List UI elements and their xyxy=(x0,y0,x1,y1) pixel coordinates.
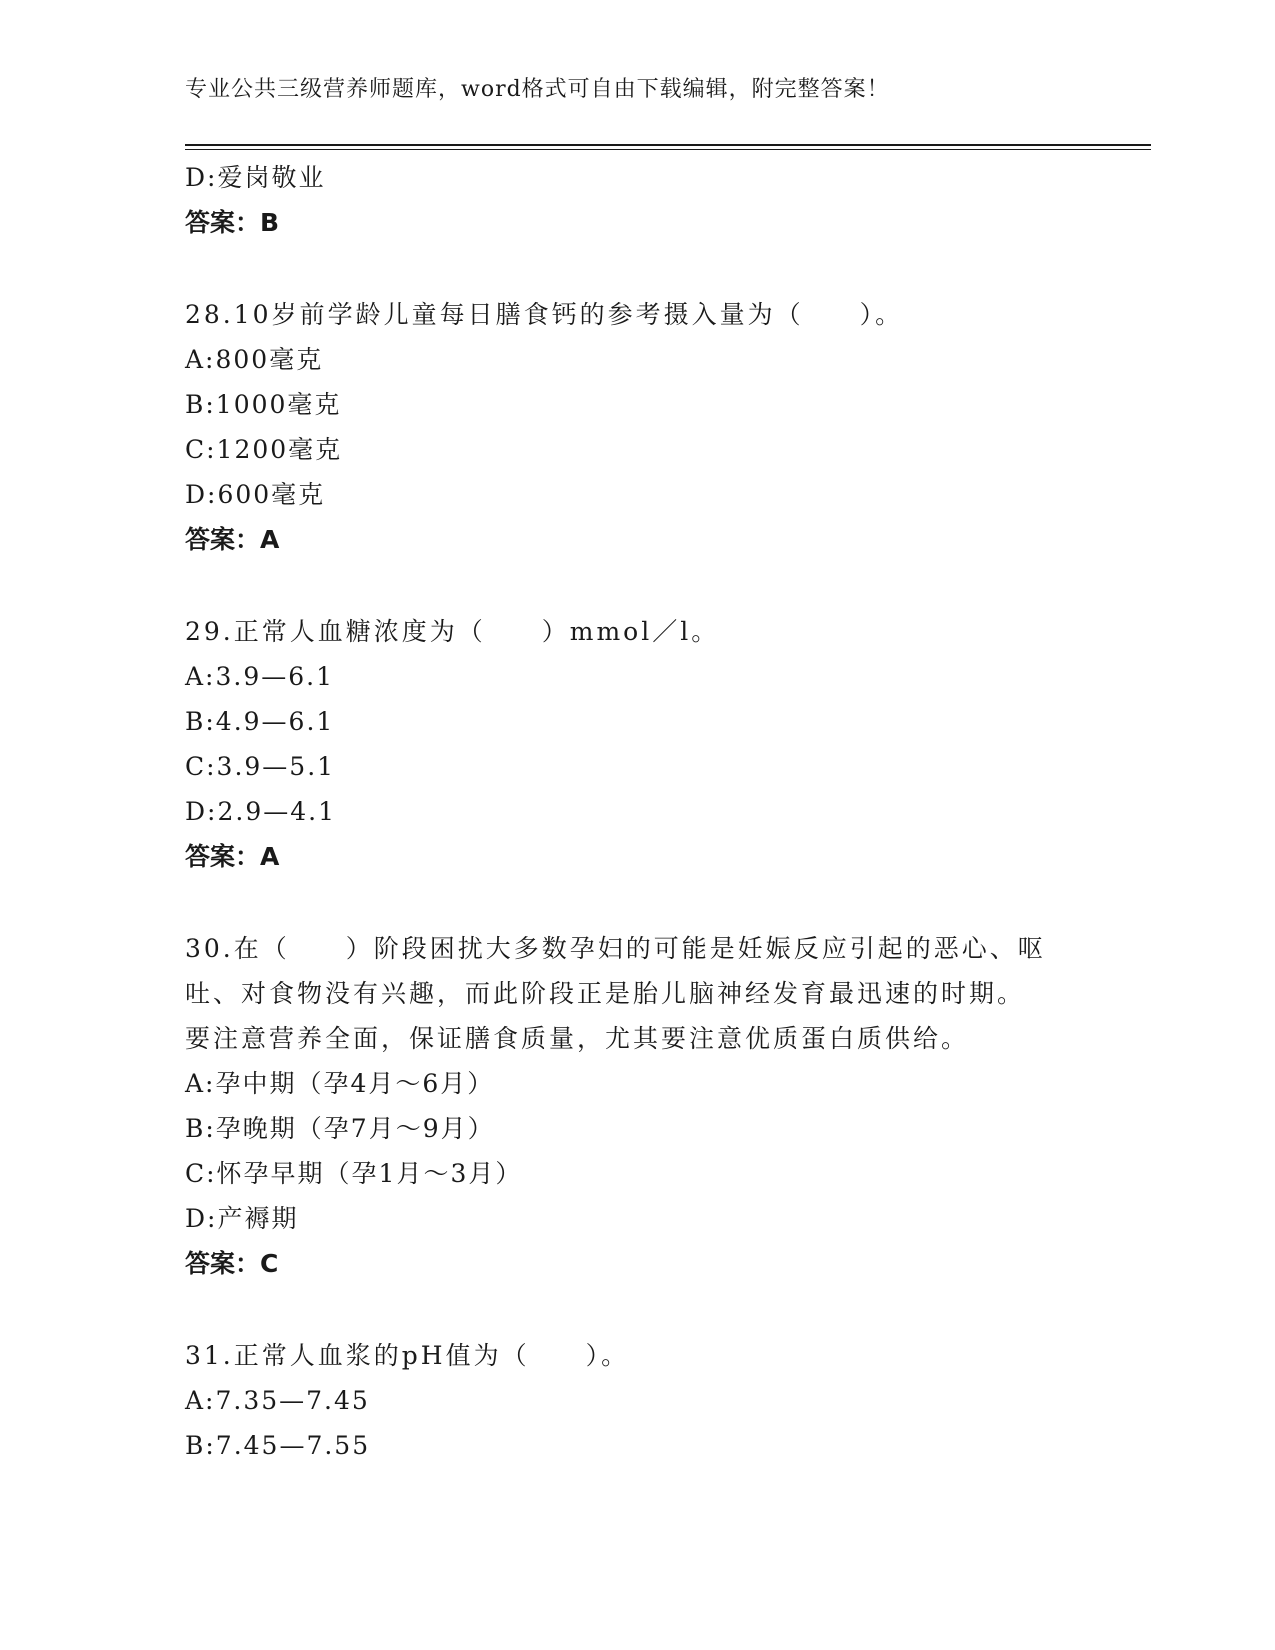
answer-line: 答案：A xyxy=(185,842,280,871)
question-stem: 29.正常人血糖浓度为（ ）mmol／l。 xyxy=(185,617,720,646)
question-stem: 31.正常人血浆的pH值为（ ）。 xyxy=(185,1341,630,1370)
question-stem: 吐、对食物没有兴趣，而此阶段正是胎儿脑神经发育最迅速的时期。 xyxy=(185,979,1026,1008)
answer-line: 答案：B xyxy=(185,208,280,237)
option-b: B:7.45—7.55 xyxy=(185,1431,371,1460)
header-divider xyxy=(185,144,1151,150)
question-block xyxy=(185,926,1085,1286)
spacer xyxy=(185,562,1085,609)
option-d: D:2.9—4.1 xyxy=(185,797,336,826)
question-stem: 要注意营养全面，保证膳食质量，尤其要注意优质蛋白质供给。 xyxy=(185,1024,970,1053)
question-stem: 30.在（ ）阶段困扰大多数孕妇的可能是妊娠反应引起的恶心、呕 xyxy=(185,934,1046,963)
option-a: A:孕中期（孕4月～6月） xyxy=(185,1069,495,1098)
answer-line: 答案：C xyxy=(185,1249,279,1278)
question-block xyxy=(185,292,1085,562)
option-c: C:1200毫克 xyxy=(185,435,343,464)
option-a: A:3.9—6.1 xyxy=(185,662,334,691)
spacer xyxy=(185,1286,1085,1333)
option-c: C:3.9—5.1 xyxy=(185,752,336,781)
option-b: B:4.9—6.1 xyxy=(185,707,335,736)
question-stem: 28.10岁前学龄儿童每日膳食钙的参考摄入量为（ ）。 xyxy=(185,300,904,329)
option-b: B:孕晚期（孕7月～9月） xyxy=(185,1114,495,1143)
option-d: D:600毫克 xyxy=(185,480,326,509)
question-list xyxy=(185,155,1085,1468)
option-c: C:怀孕早期（孕1月～3月） xyxy=(185,1159,523,1188)
option-d: D:爱岗敬业 xyxy=(185,163,326,192)
option-a: A:7.35—7.45 xyxy=(185,1386,370,1415)
option-b: B:1000毫克 xyxy=(185,390,342,419)
option-d: D:产褥期 xyxy=(185,1204,299,1233)
page-header: 专业公共三级营养师题库，word格式可自由下载编辑，附完整答案！ xyxy=(185,77,890,102)
answer-line: 答案：A xyxy=(185,525,280,554)
spacer xyxy=(185,879,1085,926)
question-block xyxy=(185,1333,1085,1468)
spacer xyxy=(185,245,1085,292)
question-block xyxy=(185,609,1085,879)
option-a: A:800毫克 xyxy=(185,345,324,374)
question-block xyxy=(185,155,1085,245)
